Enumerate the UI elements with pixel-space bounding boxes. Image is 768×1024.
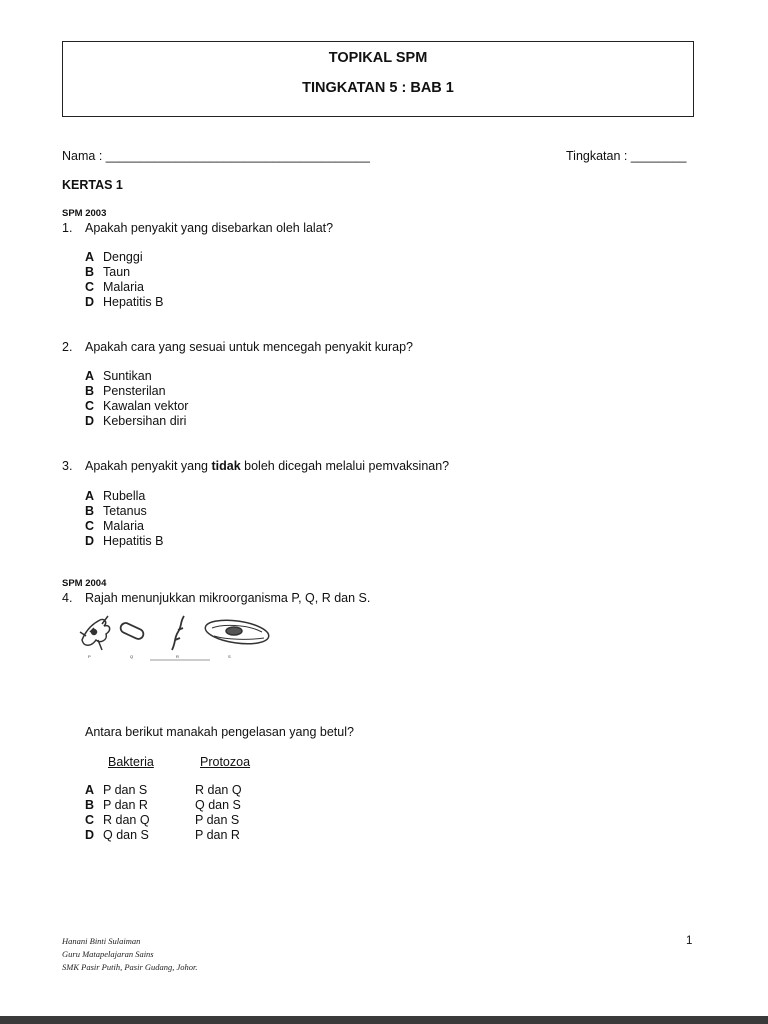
question-4-prompt: Antara berikut manakah pengelasan yang betul? <box>85 725 354 739</box>
question-4 <box>62 591 371 605</box>
question-1-options <box>85 250 163 310</box>
organism-q-image <box>119 621 145 640</box>
question-text: Apakah penyakit yang disebarkan oleh lalat? <box>85 221 334 235</box>
question-text: Apakah cara yang sesuai untuk mencegah penyakit kurap? <box>85 340 413 354</box>
microorganism-figure <box>72 610 278 666</box>
option-row: C Malaria <box>85 280 144 294</box>
option-row: D Hepatitis B <box>85 534 164 548</box>
organism-p-image <box>80 616 110 650</box>
option-row: D Hepatitis B <box>85 295 164 309</box>
question-3-options <box>85 489 163 549</box>
question-text: Rajah menunjukkan mikroorganisma P, Q, R dan S. <box>85 591 371 605</box>
option-row: B Tetanus <box>85 504 147 518</box>
question-1 <box>62 221 334 235</box>
page-subtitle: TINGKATAN 5 : BAB 1 <box>302 80 454 96</box>
page-title: TOPIKAL SPM <box>328 50 428 66</box>
section-tag: SPM 2003 <box>62 208 107 219</box>
option-row: B Pensterilan <box>85 384 166 398</box>
option-row: C Malaria <box>85 519 144 533</box>
option-row: A Denggi <box>85 250 143 264</box>
class-field-label: Tingkatan : ________ <box>566 149 687 163</box>
column-header-bakteria: Bakteria <box>108 755 154 769</box>
organism-s-image <box>204 617 270 648</box>
author-signature: Hanani Binti Sulaiman Guru Matapelajaran Sains SMK Pasir Putih, Pasir Gudang, Johor. <box>62 936 198 972</box>
question-3 <box>62 459 450 473</box>
option-row: B P dan R Q dan S <box>85 798 241 812</box>
question-number: 4. <box>62 591 73 605</box>
page-bottom-edge <box>0 1016 768 1024</box>
question-2-options <box>85 369 188 429</box>
figure-label-s: S <box>228 654 231 659</box>
option-row: D Kebersihan diri <box>85 414 187 428</box>
question-text: Apakah penyakit yang tidak boleh dicegah melalui pemvaksinan? <box>85 459 450 473</box>
figure-label-q: Q <box>130 654 134 659</box>
organism-r-image <box>172 616 184 650</box>
option-row: C Kawalan vektor <box>85 399 189 413</box>
name-field-label: Nama : ______________________________________ <box>62 149 370 163</box>
question-number: 2. <box>62 340 73 354</box>
question-2 <box>62 340 413 354</box>
option-row: B Taun <box>85 265 131 279</box>
option-row: D Q dan S P dan R <box>85 828 240 842</box>
section-tag: SPM 2004 <box>62 578 107 589</box>
figure-label-r: R <box>176 654 179 659</box>
question-number: 3. <box>62 459 73 473</box>
paper-label: KERTAS 1 <box>62 178 123 192</box>
emphasis-text: tidak <box>211 459 241 473</box>
figure-label-p: P <box>88 654 91 659</box>
question-4-options <box>85 783 242 843</box>
question-number: 1. <box>62 221 73 235</box>
page-number: 1 <box>686 935 693 947</box>
option-row: A Rubella <box>85 489 146 503</box>
option-row: C R dan Q P dan S <box>85 813 240 827</box>
column-header-protozoa: Protozoa <box>200 755 251 769</box>
option-row: A Suntikan <box>85 369 152 383</box>
option-row: A P dan S R dan Q <box>85 783 242 797</box>
